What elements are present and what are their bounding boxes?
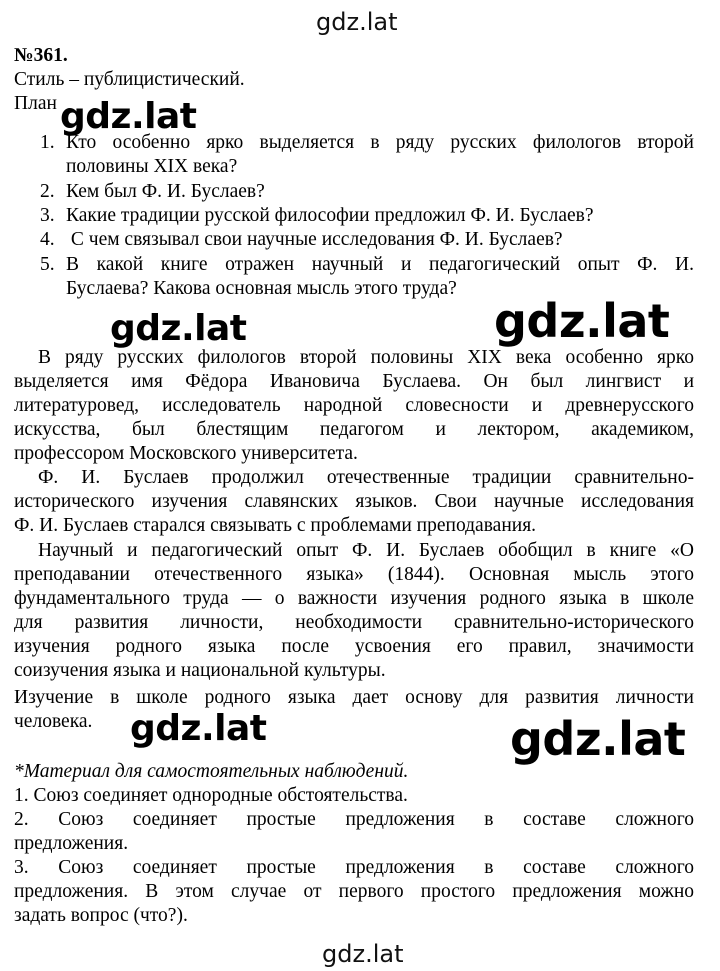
material-item-1: 1. Союз соединяет однородные обстоятельства. [14,785,408,806]
paragraph-3: Научный и педагогический опыт Ф. И. Буслаев обобщил в книге «О преподавании отечественного языка» (1844). Основная мысль этого фундаментального труда — о важности изучения родного языка в школе для развития личности, необходимости сравнительно-исторического изучения родного языка после усвоения его правил, значимости соизучения языка и национальной культуры. [14,540,694,681]
watermark-top: gdz.lat [316,8,398,36]
plan-item-3: 3. Какие традиции русской философии предложил Ф. И. Буслаев? [40,205,594,226]
material-item-3: 3. Союз соединяет простые предложения в составе сложного предложения. В этом случае от первого простого предложения можно задать вопрос (что?). [14,857,694,926]
material-title: *Материал для самостоятельных наблюдений. [14,761,409,782]
watermark-bottom: gdz.lat [322,940,404,968]
plan-item-2: 2. Кем был Ф. И. Буслаев? [40,181,265,202]
watermark-low-left: gdz.lat [130,708,267,749]
paragraph-4: Изучение в школе родного языка дает основу для развития личности человека. [14,687,694,732]
exercise-number: №361. [14,45,68,66]
plan-label: План [14,93,57,114]
plan-item-5: 5. В какой книге отражен научный и педагогический опыт Ф. И. Буслаева? Какова основная мысль этого труда? [40,254,694,299]
watermark-mid-right: gdz.lat [494,294,670,348]
paragraph-1: В ряду русских филологов второй половины XIX века особенно ярко выделяется имя Фёдора Ивановича Буслаева. Он был лингвист и литературовед, исследователь народной словесности и древнерусского искусства, был блестящим педагогом и лектором, академиком, профессором Московского университета. [14,347,694,464]
watermark-plan: gdz.lat [60,96,197,137]
plan-item-4: 4. С чем связывал свои научные исследования Ф. И. Буслаев? [40,229,563,250]
material-item-2: 2. Союз соединяет простые предложения в составе сложного предложения. [14,809,694,854]
watermark-low-right: gdz.lat [510,712,686,766]
paragraph-2: Ф. И. Буслаев продолжил отечественные традиции сравнительно- исторического изучения славянских языков. Свои научные исследования Ф. И. Буслаев старался связывать с проблемами преподавания. [14,467,694,536]
style-line: Стиль – публицистический. [14,69,245,90]
watermark-mid-left: gdz.lat [110,308,247,349]
plan-item-1: 1. Кто особенно ярко выделяется в ряду русских филологов второй половины XIX века? [40,132,694,177]
